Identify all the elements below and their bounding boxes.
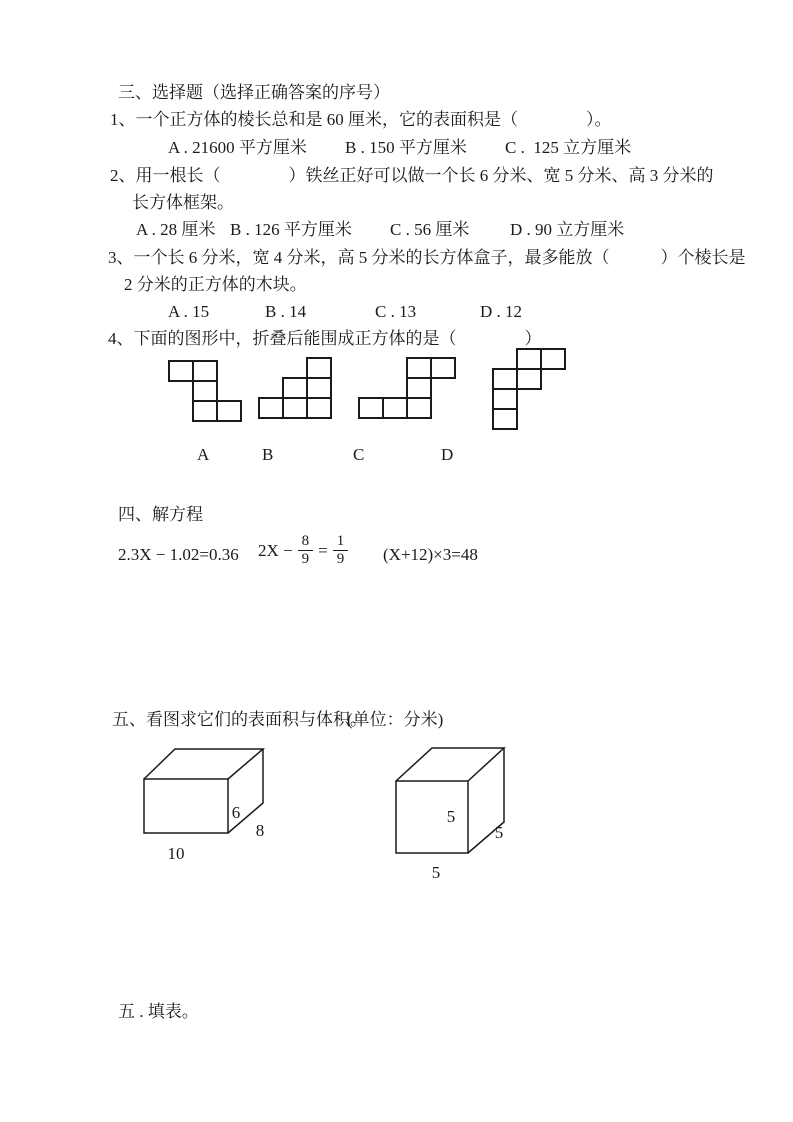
cuboid-front-face [144,779,228,833]
net-cell [406,397,432,419]
section-choice-title: 三、选择题（选择正确答案的序号） [118,83,390,102]
question-4-text: 4、下面的图形中，折叠后能围成正方体的是（ ） [108,329,542,348]
fraction-denominator: 9 [301,551,310,568]
net-cell [492,388,518,410]
question-2-option-b: B . 126 平方厘米 [230,220,352,239]
net-cell [192,380,218,402]
question-1-text: 1、一个正方体的棱长总和是 60 厘米，它的表面积是（ ）。 [110,110,612,129]
box1-height-label: 6 [231,803,241,822]
net-cell [382,397,408,419]
section-table-title: 五 . 填表。 [118,1002,199,1021]
net-cell [540,348,566,370]
question-1-option-b: B . 150 平方厘米 [345,138,467,157]
net-label-b: B [262,445,274,464]
box1-depth-label: 8 [255,821,265,840]
net-cell [192,360,218,382]
equation-1: 2.3X − 1.02=0.36 [118,545,239,564]
question-2-option-c: C . 56 厘米 [390,220,470,239]
equation-2-prefix: 2X − [258,540,293,560]
section-equations-title: 四、解方程 [118,505,203,524]
net-cell [306,377,332,399]
net-cell [492,408,518,430]
net-label-d: D [441,445,454,464]
net-label-a: A [197,445,210,464]
cuboid-front-face [396,781,468,853]
equation-2-equals: = [318,540,328,560]
cuboid-top-face [396,748,504,781]
net-cell [306,357,332,379]
question-2-option-a: A . 28 厘米 [136,220,216,239]
net-cell [282,397,308,419]
figures-unit-note: (单位：分米) [347,710,444,729]
net-cell [492,368,518,390]
cuboid-figure-2 [380,740,530,890]
equation-2 [258,533,348,569]
question-3-option-d: D . 12 [480,302,523,321]
net-cell [216,400,242,422]
equation-2-fraction-2 [333,533,349,569]
question-2-option-d: D . 90 立方厘米 [510,220,625,239]
net-cell [168,360,194,382]
cuboid-top-face [144,749,263,779]
question-3-option-b: B . 14 [265,302,307,321]
question-3-option-a: A . 15 [168,302,210,321]
question-1-option-a: A . 21600 平方厘米 [168,138,307,157]
question-2-text: 2、用一根长（ ）铁丝正好可以做一个长 6 分米、宽 5 分米、高 3 分米的 [110,166,714,185]
net-cell [258,397,284,419]
net-cell [516,368,542,390]
net-label-c: C [353,445,365,464]
question-3-text-cont: 2 分米的正方体的木块。 [124,275,307,294]
net-cell [358,397,384,419]
question-2-text-cont: 长方体框架。 [132,193,234,212]
net-cell [406,357,432,379]
fraction-denominator: 9 [336,551,345,568]
box2-height-label: 5 [446,807,456,826]
question-1-option-c: C . 125 立方厘米 [505,138,632,157]
question-3-text: 3、一个长 6 分米，宽 4 分米，高 5 分米的长方体盒子，最多能放（ ）个棱长是 [108,248,746,267]
fraction-numerator: 1 [333,533,349,551]
net-cell [430,357,456,379]
question-3-option-c: C . 13 [375,302,417,321]
net-cell [192,400,218,422]
net-cell [306,397,332,419]
equation-2-fraction-1 [298,533,314,569]
box2-depth-label: 5 [494,823,504,842]
net-cell [282,377,308,399]
net-cell [516,348,542,370]
fraction-numerator: 8 [298,533,314,551]
box2-length-label: 5 [431,863,441,882]
net-cell [406,377,432,399]
section-figures-title: 五、看图求它们的表面积与体积。 [112,710,367,729]
equation-3: (X+12)×3=48 [383,545,478,564]
box1-length-label: 10 [167,844,185,863]
cuboid-figure-1 [130,740,280,870]
